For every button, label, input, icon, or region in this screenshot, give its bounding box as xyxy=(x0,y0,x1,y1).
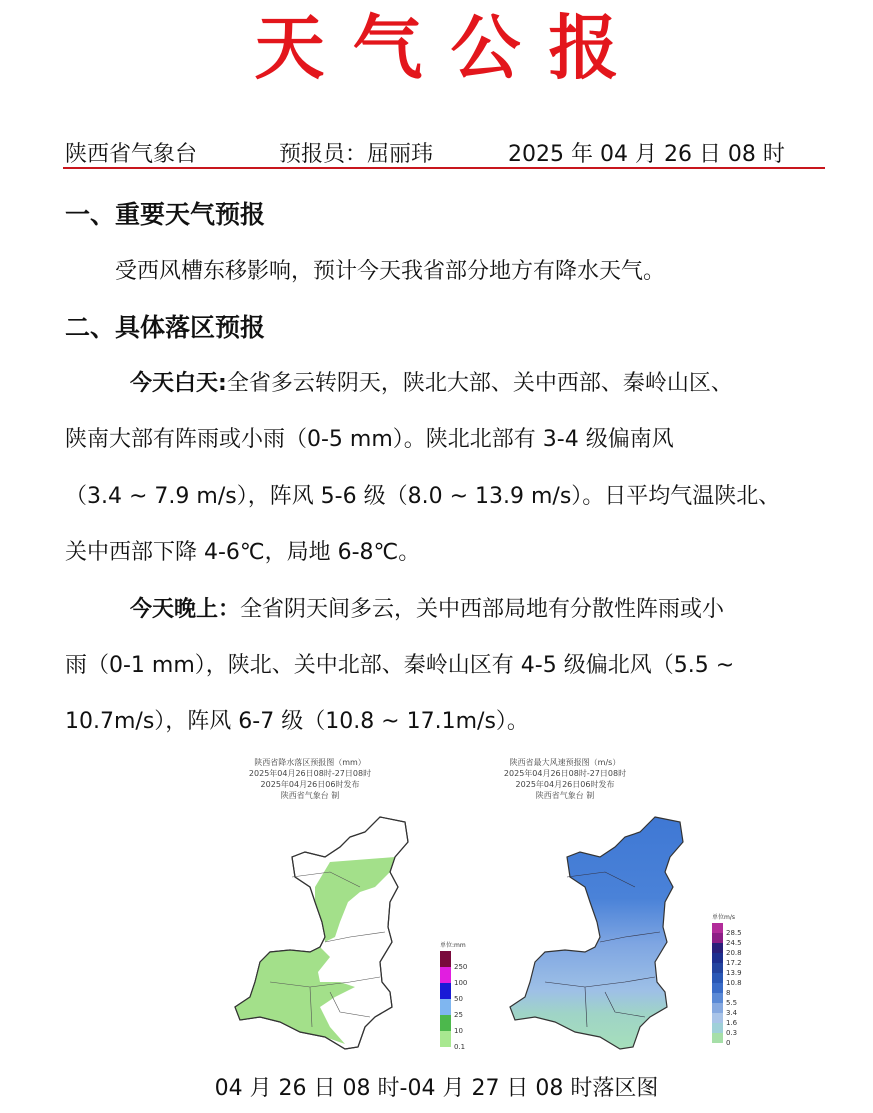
wind-legend-label: 1.6 xyxy=(726,1019,738,1027)
wind-map xyxy=(505,812,705,1057)
precip-legend-label: 10 xyxy=(454,1027,463,1035)
wind-legend-label: 5.5 xyxy=(726,999,738,1007)
wind-legend-swatch xyxy=(712,963,723,973)
precip-legend-label: 100 xyxy=(454,979,468,987)
precip-legend-swatch xyxy=(440,999,451,1015)
forecaster: 预报员：屈丽玮 xyxy=(279,142,434,167)
wind-legend-label: 0 xyxy=(726,1039,731,1047)
precip-legend-label: 0.1 xyxy=(454,1043,466,1051)
precip-legend-swatch xyxy=(440,951,451,967)
wind-legend-swatch xyxy=(712,1033,723,1043)
agency-name: 陕西省气象台 xyxy=(65,142,198,167)
precip-legend-swatch xyxy=(440,1015,451,1031)
daytime-label: 今天白天: xyxy=(130,371,227,396)
wind-legend-label: 17.2 xyxy=(726,959,742,967)
wind-legend-swatch xyxy=(712,933,723,943)
wind-legend-swatch xyxy=(712,1023,723,1033)
wind-legend-label: 0.3 xyxy=(726,1029,738,1037)
night-label: 今天晚上： xyxy=(130,597,241,622)
issue-datetime: 2025 年 04 月 26 日 08 时 xyxy=(508,142,785,167)
wind-legend: 单位m/s 28.5 24.5 20.8 17.2 13.9 10.8 8 5.5 3.4 1.6 0.3 0 xyxy=(712,914,742,1047)
section2-heading: 二、具体落区预报 xyxy=(65,313,266,342)
precip-legend-label: 250 xyxy=(454,963,468,971)
wind-legend-label: 10.8 xyxy=(726,979,742,987)
wind-legend-label: 20.8 xyxy=(726,949,742,957)
precip-legend: 单位:mm 250 100 50 25 10 0.1 xyxy=(440,942,468,1051)
province-outline xyxy=(510,817,683,1049)
wind-legend-swatch xyxy=(712,983,723,993)
precip-legend-swatch xyxy=(440,967,451,983)
wind-legend-swatch xyxy=(712,943,723,953)
wind-legend-label: 8 xyxy=(726,989,731,997)
precip-legend-label: 50 xyxy=(454,995,463,1003)
night-line-3: 10.7m/s），阵风 6-7 级（10.8 ~ 17.1m/s）。 xyxy=(65,709,529,734)
daytime-line-1: 今天白天:全省多云转阴天，陕北大部、关中西部、秦岭山区、 xyxy=(130,371,733,396)
wind-legend-swatch xyxy=(712,1013,723,1023)
night-line-1: 今天晚上：全省阴天间多云，关中西部局地有分散性阵雨或小 xyxy=(130,597,725,622)
section1-heading: 一、重要天气预报 xyxy=(65,200,266,229)
night-line-2: 雨（0-1 mm），陕北、关中北部、秦岭山区有 4-5 级偏北风（5.5 ~ xyxy=(65,653,735,678)
daytime-line-2: 陕南大部有阵雨或小雨（0-5 mm）。陕北北部有 3-4 级偏南风 xyxy=(65,427,674,452)
precip-legend-swatch xyxy=(440,1031,451,1047)
wind-legend-label: 24.5 xyxy=(726,939,742,947)
page-title: 天气公报 xyxy=(254,7,647,89)
precip-map-caption: 陕西省降水落区预报图（mm） 2025年04月26日08时-27日08时 2025年04月26日06时发布 陕西省气象台 制 xyxy=(248,758,372,800)
wind-legend-swatch xyxy=(712,1003,723,1013)
precip-legend-label: 25 xyxy=(454,1011,463,1019)
precip-legend-swatch xyxy=(440,983,451,999)
wind-legend-swatch xyxy=(712,953,723,963)
wind-legend-swatch xyxy=(712,993,723,1003)
header-divider xyxy=(63,167,825,169)
wind-legend-swatch xyxy=(712,973,723,983)
bulletin-header xyxy=(65,143,825,167)
daytime-line-4: 关中西部下降 4-6℃，局地 6-8℃。 xyxy=(65,540,421,565)
wind-legend-swatch xyxy=(712,923,723,933)
wind-legend-label: 3.4 xyxy=(726,1009,738,1017)
wind-map-caption: 陕西省最大风速预报图（m/s） 2025年04月26日08时-27日08时 2025年04月26日06时发布 陕西省气象台 制 xyxy=(503,758,627,800)
wind-legend-label: 13.9 xyxy=(726,969,742,977)
daytime-line-3: （3.4 ~ 7.9 m/s），阵风 5-6 级（8.0 ~ 13.9 m/s）。日平均气温陕北、 xyxy=(65,484,781,509)
map-period-caption: 04 月 26 日 08 时-04 月 27 日 08 时落区图 xyxy=(214,1076,659,1101)
section1-text: 受西风槽东移影响，预计今天我省部分地方有降水天气。 xyxy=(115,259,666,284)
wind-legend-label: 28.5 xyxy=(726,929,742,937)
precip-map xyxy=(230,812,430,1057)
